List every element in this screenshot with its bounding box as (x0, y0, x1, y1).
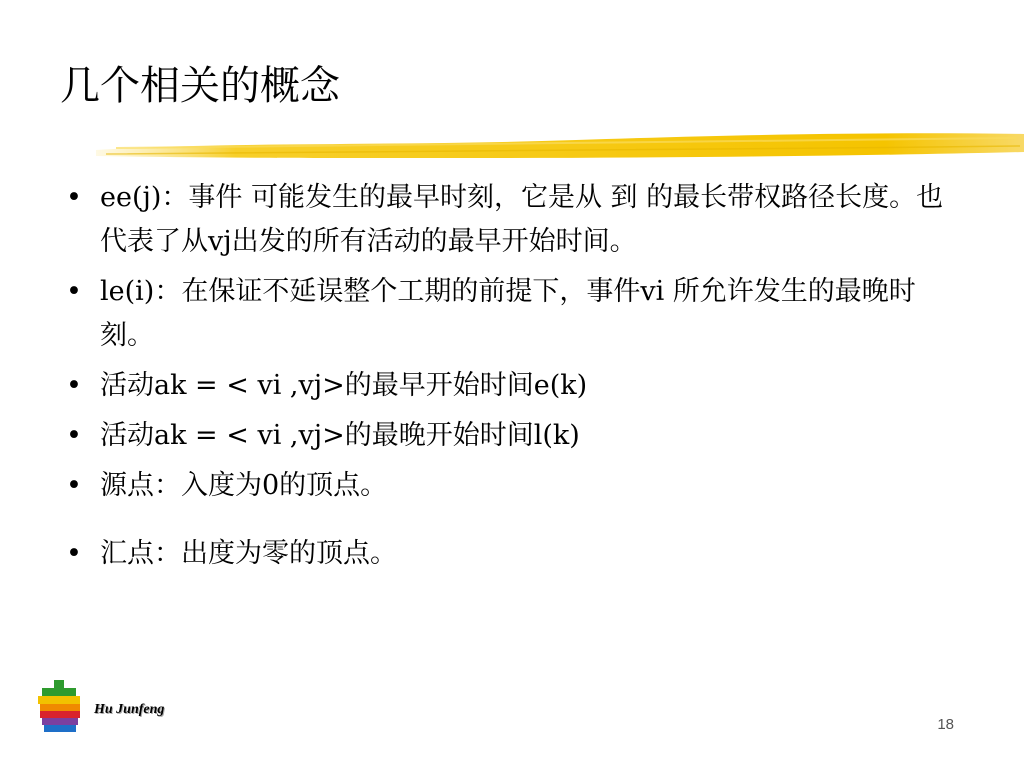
bullet-text: le(i)：在保证不延误整个工期的前提下，事件vi 所允许发生的最晚时刻。 (100, 276, 916, 351)
bullet-text: ee(j)：事件 可能发生的最早时刻，它是从 到 的最长带权路径长度。也代表了从vj出发的所有活动的最早开始时间。 (100, 182, 944, 257)
bullet-text: 汇点：出度为零的顶点。 (100, 538, 397, 569)
slide-title: 几个相关的概念 (60, 63, 340, 109)
bullet-item (66, 364, 966, 408)
bullet-text: 活动ak = < vi ,vj>的最晚开始时间l(k) (100, 420, 580, 451)
bullet-dot: • (66, 470, 82, 501)
bullet-item (66, 176, 966, 264)
stacked-stripes-logo-icon (36, 680, 84, 732)
title-underline-brush (96, 128, 1024, 162)
bullet-item (66, 532, 966, 576)
bullet-text: 活动ak = < vi ,vj>的最早开始时间e(k) (100, 370, 588, 401)
author-name: Hu Junfeng (94, 702, 165, 717)
bullet-dot: • (66, 182, 82, 213)
bullet-dot: • (66, 538, 82, 569)
bullet-item (66, 270, 966, 358)
bullet-dot: • (66, 420, 82, 451)
bullet-dot: • (66, 370, 82, 401)
bullet-dot: • (66, 276, 82, 307)
bullet-item (66, 464, 966, 508)
bullet-list (66, 176, 966, 582)
bullet-text: 源点：入度为0的顶点。 (100, 470, 388, 501)
bullet-item (66, 414, 966, 458)
page-number: 18 (937, 716, 954, 733)
